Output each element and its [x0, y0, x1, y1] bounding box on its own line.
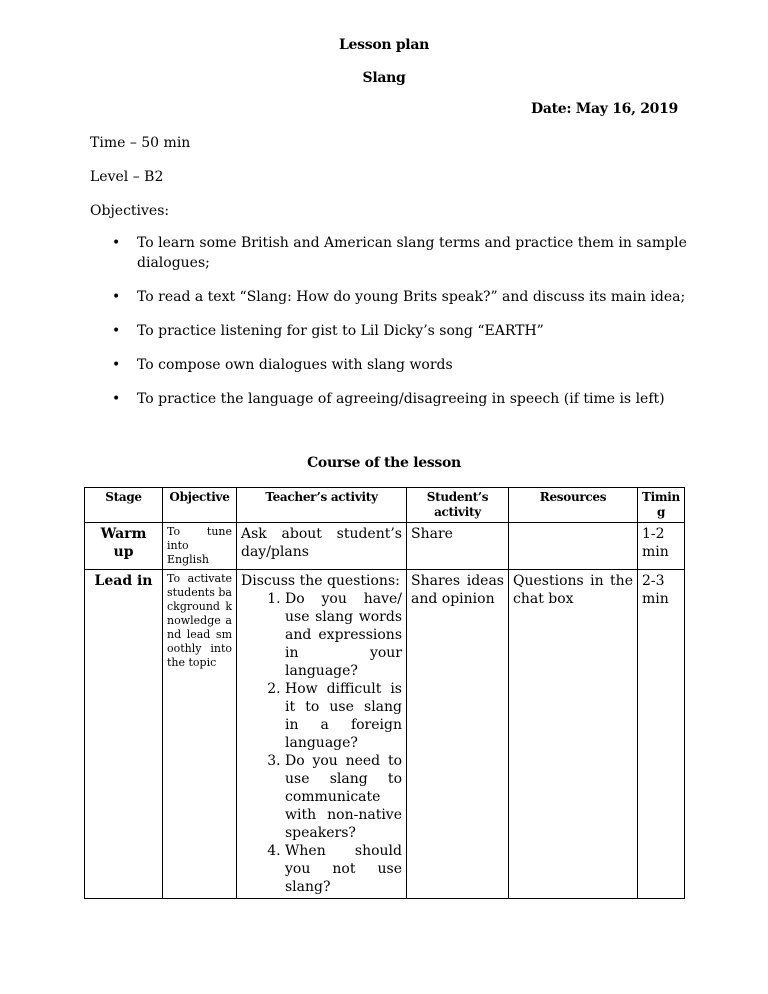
lesson-table: [84, 487, 685, 899]
document-subtitle: Slang: [362, 70, 406, 86]
question-item: 2. How difficult is it to use slang in a foreign language?: [285, 680, 402, 752]
objective-item: • To compose own dialogues with slang words: [90, 355, 690, 375]
header-objective: Objective: [163, 488, 237, 523]
objective-item: • To learn some British and American slang terms and practice them in sample dialogues;: [90, 233, 690, 273]
question-item: 1. Do you have/ use slang words and expressions in your language?: [285, 590, 402, 680]
objectives-list: [90, 233, 690, 423]
header-timing: Timing: [638, 488, 685, 523]
lesson-date: Date: May 16, 2019: [530, 101, 678, 117]
objective-item: • To read a text “Slang: How do young Brits speak?” and discuss its main idea;: [90, 287, 690, 307]
objective-item: • To practice listening for gist to Lil Dicky’s song “EARTH”: [90, 321, 690, 341]
resources-cell: Questions in the chat box: [509, 570, 638, 899]
level-line: Level – B2: [90, 169, 164, 185]
teacher-activity-cell: [237, 570, 407, 899]
objective-cell: To activate students background knowledge and lead smoothly into the topic: [163, 570, 237, 899]
header-student-activity: Student’s activity: [407, 488, 509, 523]
header-resources: Resources: [509, 488, 638, 523]
teacher-activity-cell: Ask about student’s day/plans: [237, 523, 407, 570]
resources-cell: [509, 523, 638, 570]
stage-cell: Warm up: [85, 523, 163, 570]
document-title: Lesson plan: [339, 37, 429, 53]
header-stage: Stage: [85, 488, 163, 523]
course-title: Course of the lesson: [307, 455, 461, 471]
objective-cell: To tune into English: [163, 523, 237, 570]
objectives-label: Objectives:: [90, 203, 170, 219]
objective-item: • To practice the language of agreeing/disagreeing in speech (if time is left): [90, 389, 690, 409]
question-item: 3. Do you need to use slang to communicate with non-native speakers?: [285, 752, 402, 842]
table-row: [85, 570, 685, 899]
table-header-row: [85, 488, 685, 523]
timing-cell: 1-2 min: [638, 523, 685, 570]
timing-cell: 2-3 min: [638, 570, 685, 899]
time-line: Time – 50 min: [90, 135, 191, 151]
student-activity-cell: Share: [407, 523, 509, 570]
question-item: 4. When should you not use slang?: [285, 842, 402, 896]
header-teacher-activity: Teacher’s activity: [237, 488, 407, 523]
table-row: [85, 523, 685, 570]
student-activity-cell: Shares ideas and opinion: [407, 570, 509, 899]
discussion-questions: [241, 590, 402, 896]
stage-cell: Lead in: [85, 570, 163, 899]
teacher-activity-intro: Discuss the questions:: [241, 573, 400, 589]
